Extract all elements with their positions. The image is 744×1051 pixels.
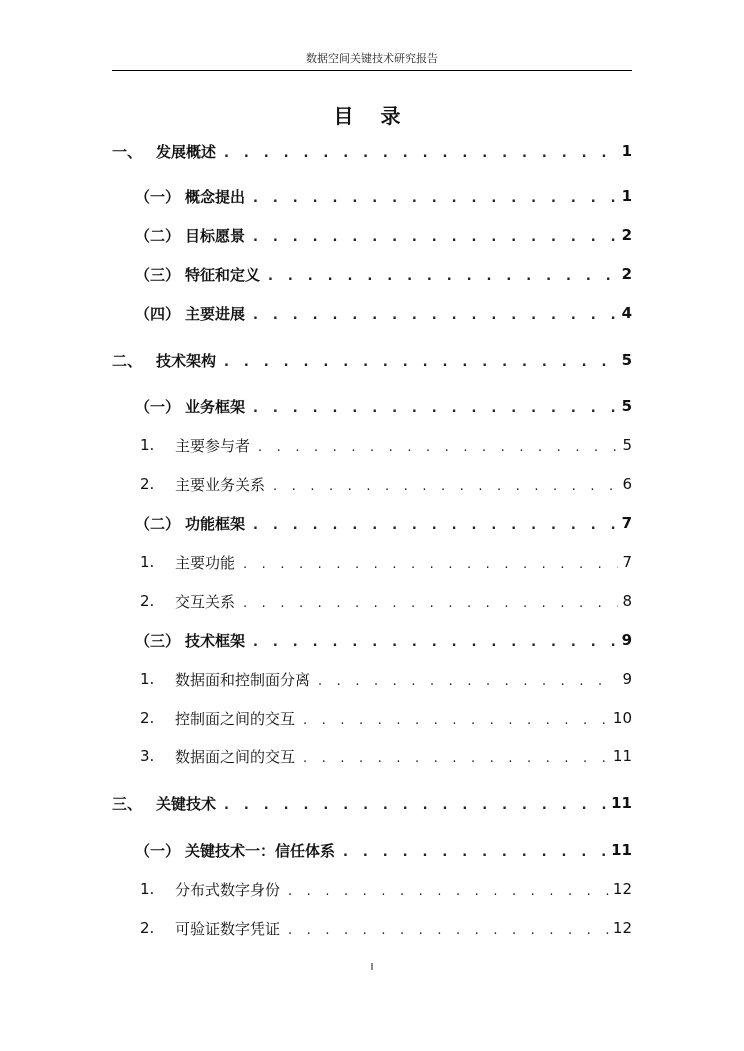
dot-leader [253,402,618,416]
toc-entry-page: 11 [611,841,632,859]
toc-entry-number: （四） [135,304,181,323]
toc-entry-number: （一） [135,187,181,206]
page-number: I [370,962,374,973]
toc-entry-number: 1. [140,436,155,454]
toc-entry-label: 交互关系 [175,592,236,611]
toc-entry-page: 7 [621,514,632,532]
toc-entry[interactable] [112,350,632,370]
toc-entry-page: 9 [621,631,632,649]
toc-entry-label: 控制面之间的交互 [175,709,296,728]
toc-entry-label: 概念提出 [185,187,246,206]
toc-entry-label: 主要业务关系 [175,475,266,494]
dot-leader [253,309,618,323]
toc-entry-label: 可验证数字凭证 [175,919,281,938]
dot-leader [224,356,618,370]
toc-entry-number: 三、 [112,794,143,813]
toc-entry-label: 技术框架 [185,631,246,650]
toc-entry[interactable] [112,141,632,161]
toc-entry[interactable] [140,708,632,728]
toc-entry[interactable] [140,879,632,899]
toc-entry[interactable] [135,630,632,650]
toc-entry-number: （三） [135,265,181,284]
dot-leader [268,270,618,284]
dot-leader [253,519,618,533]
toc-entry[interactable] [140,746,632,766]
toc-entry-label: 主要进展 [185,304,246,323]
toc-entry-number: 一、 [112,142,143,161]
dot-leader [253,231,618,245]
toc-entry-number: 2. [140,475,155,493]
toc-entry-label: 分布式数字身份 [175,880,281,899]
toc-entry-number: 2. [140,709,155,727]
toc-entry-number: 二、 [112,351,143,370]
toc-entry-page: 2 [621,226,632,244]
toc-entry[interactable] [140,552,632,572]
toc-entry[interactable] [135,513,632,533]
toc-entry-page: 4 [621,304,632,322]
toc-entry-label: 主要参与者 [175,436,251,455]
dot-leader [288,924,609,938]
toc-entry-number: 3. [140,747,155,765]
toc-entry-number: 1. [140,670,155,688]
toc-entry-number: 1. [140,880,155,898]
dot-leader [243,597,618,611]
toc-entry[interactable] [140,591,632,611]
toc-entry-page: 6 [622,475,632,493]
toc-entry[interactable] [140,918,632,938]
toc-entry-number: 1. [140,553,155,571]
toc-entry[interactable] [140,669,632,689]
toc-entry-page: 2 [621,265,632,283]
toc-entry-page: 9 [622,670,632,688]
toc-entry-label: 业务框架 [185,397,246,416]
dot-leader [318,675,618,689]
toc-entry-number: （三） [135,631,181,650]
toc-entry-label: 关键技术 [156,794,217,813]
dot-leader [253,636,618,650]
toc-entry-page: 5 [622,436,632,454]
toc-entry-number: 2. [140,592,155,610]
toc-entry-number: （一） [135,397,181,416]
toc-entry[interactable] [135,840,632,860]
toc-entry[interactable] [140,435,632,455]
toc-entry-number: （一） [135,841,181,860]
toc-entry-page: 8 [622,592,632,610]
dot-leader [273,480,618,494]
toc-entry-page: 11 [612,747,632,765]
dot-leader [303,714,609,728]
dot-leader [243,558,618,572]
dot-leader [253,192,618,206]
toc-entry-page: 11 [611,794,632,812]
running-header: 数据空间关键技术研究报告 [306,52,438,65]
toc-entry-page: 7 [622,553,632,571]
toc-entry[interactable] [135,186,632,206]
toc-entry-page: 12 [612,919,632,937]
toc-entry-number: （二） [135,226,181,245]
toc-entry-label: 数据面之间的交互 [175,747,296,766]
toc-entry-label: 关键技术一：信任体系 [185,841,336,860]
toc-entry-page: 5 [621,351,632,369]
toc-entry-label: 功能框架 [185,514,246,533]
dot-leader [224,799,607,813]
toc-entry-label: 目标愿景 [185,226,246,245]
toc-entry-label: 主要功能 [175,553,236,572]
toc-entry-number: 2. [140,919,155,937]
toc-entry[interactable] [112,793,632,813]
dot-leader [224,147,618,161]
toc-entry[interactable] [135,303,632,323]
dot-leader [258,441,618,455]
toc-entry-label: 特征和定义 [185,265,261,284]
toc-entry-label: 数据面和控制面分离 [175,670,311,689]
toc-entry[interactable] [135,396,632,416]
dot-leader [288,885,609,899]
toc-entry-label: 技术架构 [156,351,217,370]
toc-entry[interactable] [140,474,632,494]
toc-entry-page: 12 [612,880,632,898]
toc-entry-label: 发展概述 [156,142,217,161]
dot-leader [343,846,607,860]
toc-title: 目 录 [333,104,411,128]
toc-entry-page: 5 [621,397,632,415]
dot-leader [303,752,609,766]
toc-entry[interactable] [135,225,632,245]
toc-entry-page: 1 [621,142,632,160]
toc-entry[interactable] [135,264,632,284]
toc-entry-page: 10 [612,709,632,727]
toc-entry-number: （二） [135,514,181,533]
toc-entry-page: 1 [621,187,632,205]
